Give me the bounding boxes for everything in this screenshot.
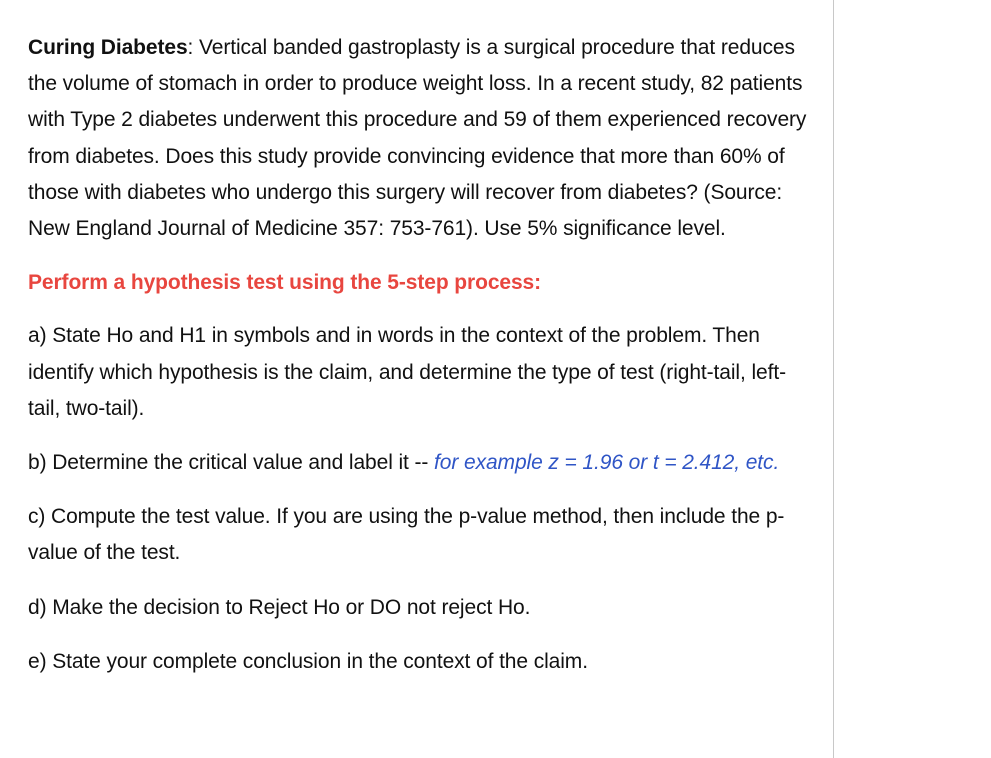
part-b-example: for example z = 1.96 or t = 2.412, etc.: [434, 451, 780, 475]
part-b: [28, 445, 818, 481]
problem-document: [28, 30, 818, 698]
part-a: a) State Ho and H1 in symbols and in words in the context of the problem. Then identify which hypothesis is the claim, and determine the type of test (right-tail, left-tail, two-tail).: [28, 324, 786, 420]
part-c: c) Compute the test value. If you are using the p-value method, then include the p-value of the test.: [28, 505, 785, 565]
problem-title: Curing Diabetes: [28, 36, 188, 59]
part-e: e) State your complete conclusion in the context of the claim.: [28, 649, 588, 673]
instructions-heading: Perform a hypothesis test using the 5-step process:: [28, 271, 542, 295]
page-right-border: [833, 0, 834, 758]
problem-title-separator: :: [187, 36, 200, 59]
part-b-text: b) Determine the critical value and label it --: [28, 451, 435, 475]
problem-statement: [28, 30, 818, 247]
problem-body: Vertical banded gastroplasty is a surgical procedure that reduces the volume of stomach in order to produce weight loss. In a recent study, 82 patients with Type 2 diabetes underwent this procedure and 59 of them experienced recovery from diabetes. Does this study provide convincing evidence that more than 60% of those with diabetes who undergo this surgery will recover from diabetes? (Source: New England Journal of Medicine 357: 753-761). Use 5% significance level.: [28, 36, 807, 241]
part-d: d) Make the decision to Reject Ho or DO not reject Ho.: [28, 595, 531, 619]
